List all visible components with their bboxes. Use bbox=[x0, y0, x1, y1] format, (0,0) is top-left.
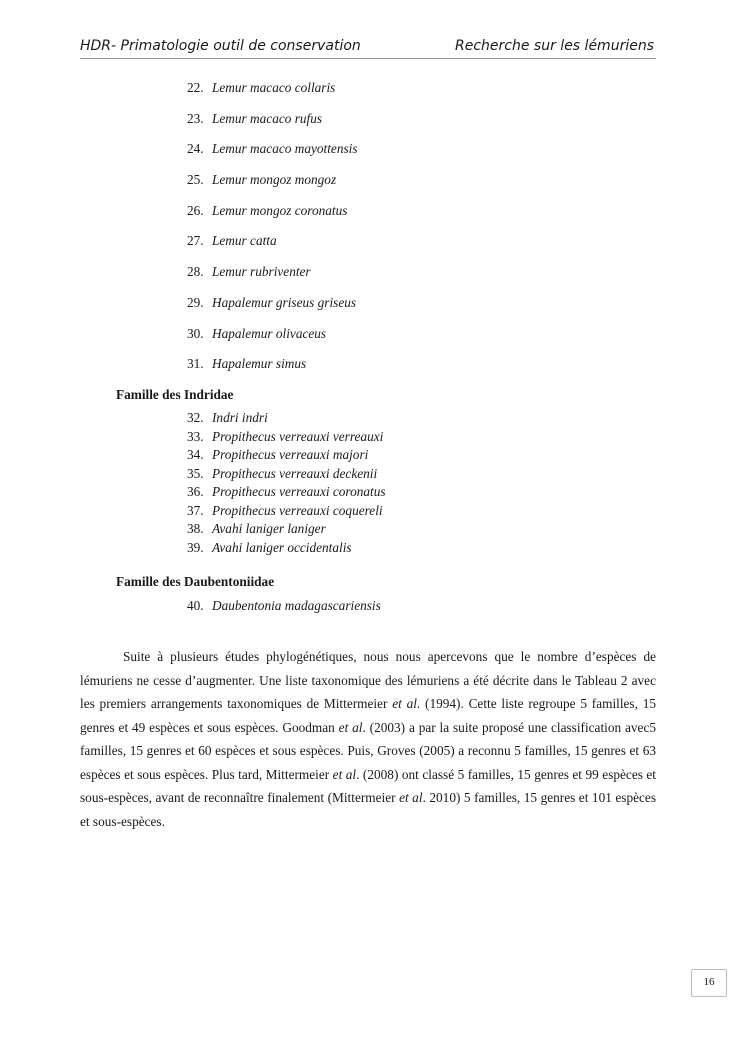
item-number: 28. bbox=[187, 264, 204, 280]
species-name: Lemur macaco rufus bbox=[212, 110, 323, 126]
species-name: Lemur rubriventer bbox=[212, 264, 311, 280]
species-name: Hapalemur olivaceus bbox=[212, 325, 327, 341]
list-item bbox=[187, 521, 386, 540]
species-name: Propithecus verreauxi deckenii bbox=[212, 465, 378, 481]
list-item bbox=[187, 172, 358, 203]
species-name: Propithecus verreauxi verreauxi bbox=[212, 428, 384, 444]
list-item bbox=[187, 80, 358, 111]
species-name: Hapalemur simus bbox=[212, 356, 307, 372]
species-name: Lemur mongoz mongoz bbox=[212, 172, 337, 188]
species-name: Lemur catta bbox=[212, 233, 277, 249]
species-name: Lemur macaco mayottensis bbox=[212, 141, 358, 157]
list-item bbox=[187, 540, 386, 559]
paragraph-text: . (2003) a par la suite proposé une classification avec5 familles, 15 genres et 60 espèces et sous espèces. Puis, Groves (2005) a reconnu 5 familles, 15 genres et 63 espèces et sous espèces. Plus tard, Mittermeier bbox=[80, 719, 656, 782]
paragraph-text: . (2008) ont classé 5 familles, 15 genres et 99 espèces et sous-espèces, avant de reconnaître finalement (Mittermeier bbox=[80, 766, 656, 805]
item-number: 24. bbox=[187, 141, 204, 157]
species-name: Hapalemur griseus griseus bbox=[212, 294, 357, 310]
item-number: 30. bbox=[187, 325, 204, 341]
list-item bbox=[187, 503, 386, 522]
item-number: 35. bbox=[187, 465, 204, 481]
species-name: Indri indri bbox=[212, 410, 268, 425]
list-item bbox=[187, 466, 386, 485]
item-number: 27. bbox=[187, 233, 204, 249]
family-heading-indridae: Famille des Indridae bbox=[116, 387, 234, 402]
list-item bbox=[187, 429, 386, 448]
item-number: 37. bbox=[187, 502, 204, 518]
species-name: Avahi laniger laniger bbox=[212, 521, 326, 536]
species-name: Daubentonia madagascariensis bbox=[212, 598, 381, 613]
list-item bbox=[187, 111, 358, 142]
item-number: 39. bbox=[187, 539, 204, 555]
species-list-lemuridae bbox=[187, 80, 358, 387]
item-number: 40. bbox=[187, 598, 204, 613]
species-list-indridae bbox=[187, 410, 386, 558]
header-title-left: HDR- Primatologie outil de conservation bbox=[80, 38, 361, 54]
item-number: 25. bbox=[187, 172, 204, 188]
paragraph-text-italic: et al bbox=[392, 696, 417, 711]
item-number: 31. bbox=[187, 356, 204, 372]
species-name: Avahi laniger occidentalis bbox=[212, 539, 352, 555]
species-name: Lemur macaco collaris bbox=[212, 80, 336, 95]
species-name: Propithecus verreauxi coronatus bbox=[212, 484, 386, 499]
list-item bbox=[187, 410, 386, 429]
list-item bbox=[187, 447, 386, 466]
item-number: 33. bbox=[187, 428, 204, 444]
item-number: 38. bbox=[187, 521, 204, 536]
body-paragraph bbox=[80, 645, 656, 833]
paragraph-text-italic: et al bbox=[332, 766, 357, 782]
species-name: Propithecus verreauxi majori bbox=[212, 447, 369, 462]
list-item bbox=[187, 295, 358, 326]
list-item bbox=[187, 203, 358, 234]
header-title-right: Recherche sur les lémuriens bbox=[455, 38, 654, 54]
item-number: 29. bbox=[187, 294, 204, 310]
list-item bbox=[187, 356, 358, 387]
item-number: 36. bbox=[187, 484, 204, 499]
species-name: Lemur mongoz coronatus bbox=[212, 202, 348, 218]
list-item bbox=[187, 233, 358, 264]
species-name: Propithecus verreauxi coquereli bbox=[212, 502, 383, 518]
list-item bbox=[187, 484, 386, 503]
item-number: 32. bbox=[187, 410, 204, 425]
paragraph-text: . (1994). Cette liste regroupe 5 familles, 15 genres et 49 espèces et sous espèces. Goodman bbox=[80, 696, 656, 735]
page-number: 16 bbox=[691, 969, 727, 997]
list-item bbox=[187, 598, 381, 617]
item-number: 26. bbox=[187, 202, 204, 218]
list-item bbox=[187, 141, 358, 172]
page-header bbox=[80, 36, 656, 59]
item-number: 34. bbox=[187, 447, 204, 462]
item-number: 23. bbox=[187, 110, 204, 126]
item-number: 22. bbox=[187, 80, 204, 95]
species-list-daubentoniidae bbox=[187, 598, 381, 617]
paragraph-text: Suite à plusieurs études phylogénétiques, nous nous apercevons que le nombre d’espèces de lémuriens ne cesse d’augmenter. Une liste taxonomique des lémuriens a été décrite dans le Tableau 2 avec les premiers arrangements taxonomiques de Mittermeier bbox=[80, 649, 656, 711]
paragraph-text: . 2010) 5 familles, 15 genres et 101 espèces et sous-espèces. bbox=[80, 790, 656, 829]
paragraph-text-italic: et al bbox=[399, 790, 423, 805]
list-item bbox=[187, 326, 358, 357]
family-heading-daubentoniidae: Famille des Daubentoniidae bbox=[116, 574, 275, 589]
list-item bbox=[187, 264, 358, 295]
paragraph-text-italic: et al bbox=[338, 719, 363, 735]
